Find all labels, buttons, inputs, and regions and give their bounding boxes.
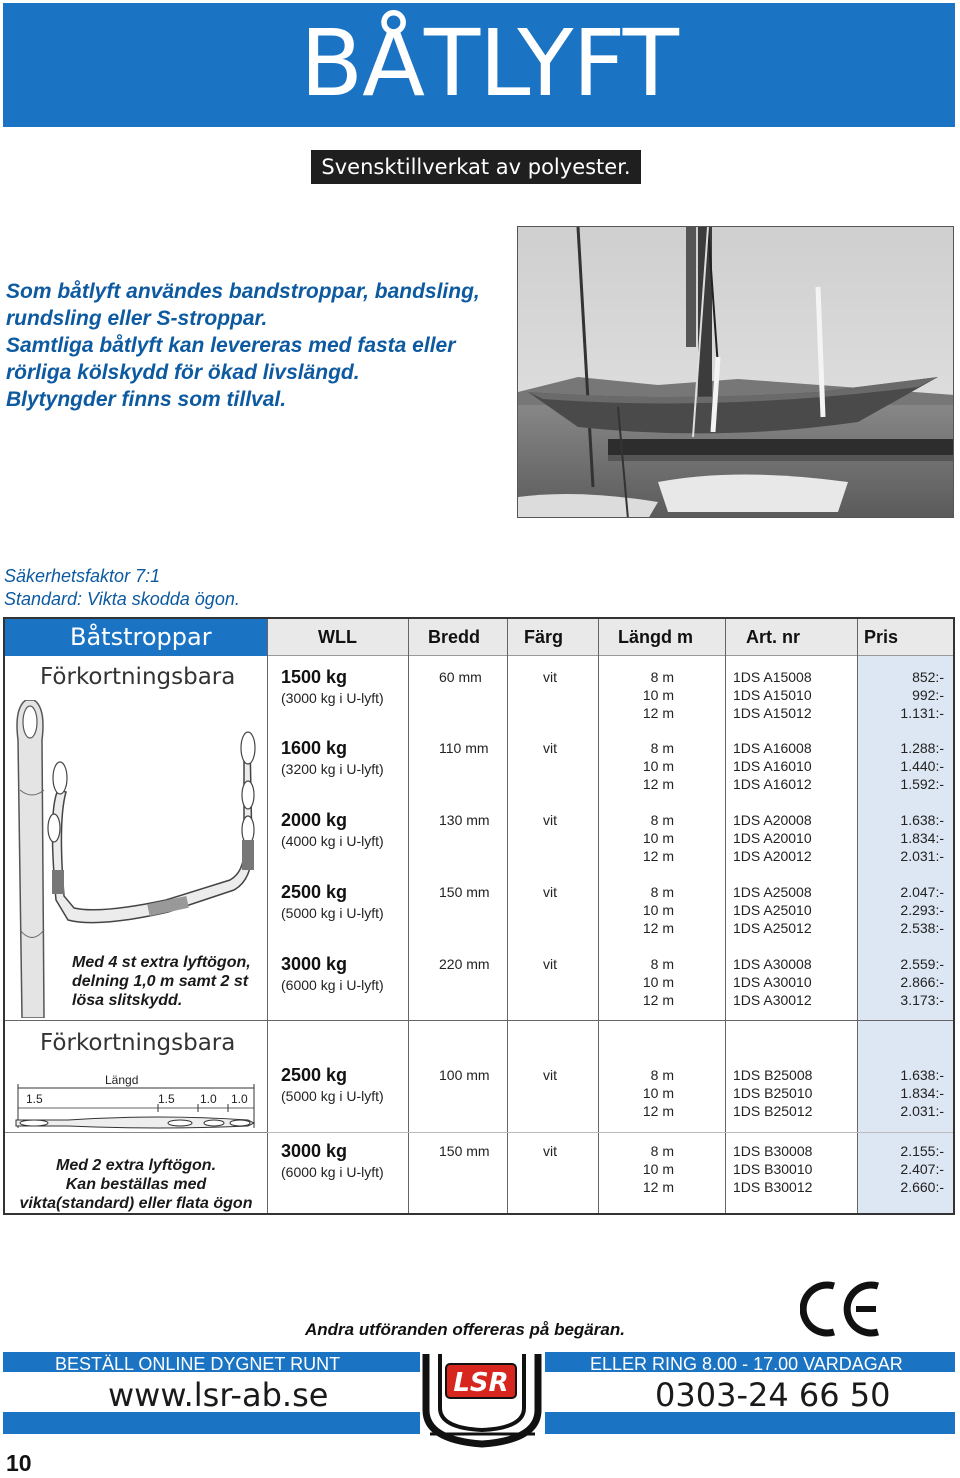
note-b <box>8 1156 264 1213</box>
wll-u-value: (6000 kg i U-lyft) <box>281 977 384 993</box>
price-value: 2.407:- <box>900 1161 944 1177</box>
wll-value: 2500 kg <box>281 1065 348 1085</box>
length-value: 12 m <box>642 1179 674 1195</box>
length-value: 8 m <box>650 956 674 972</box>
column-header-bredd: Bredd <box>428 627 481 647</box>
wll-value: 2000 kg <box>281 810 348 830</box>
article-number: 1DS A20012 <box>733 848 812 864</box>
wll-value: 1500 kg <box>281 667 348 687</box>
column-divider <box>507 619 508 1213</box>
price-value: 1.288:- <box>900 740 944 756</box>
diagram-dim: 1.0 <box>231 1092 248 1106</box>
intro-text <box>6 278 516 413</box>
article-number: 1DS A30010 <box>733 974 812 990</box>
color-value: vit <box>543 740 557 756</box>
diagram-divider <box>5 1132 267 1133</box>
length-value: 12 m <box>642 992 674 1008</box>
price-value: 1.638:- <box>900 812 944 828</box>
price-value: 2.047:- <box>900 884 944 900</box>
column-divider <box>725 619 726 1213</box>
column-divider <box>267 619 268 1213</box>
color-value: vit <box>543 669 557 685</box>
price-value: 1.131:- <box>900 705 944 721</box>
article-number: 1DS B25012 <box>733 1103 813 1119</box>
article-number: 1DS A15012 <box>733 705 812 721</box>
intro-line: rörliga kölskydd för ökad livslängd. <box>6 361 360 384</box>
length-value: 10 m <box>642 902 674 918</box>
order-online-text: BESTÄLL ONLINE DYGNET RUNT <box>55 1354 341 1374</box>
note-line: Med 4 st extra lyftögon, <box>72 954 251 971</box>
intro-line: Blytyngder finns som tillval. <box>6 388 287 411</box>
color-value: vit <box>543 884 557 900</box>
length-value: 10 m <box>642 1085 674 1101</box>
website-link[interactable]: www.lsr-ab.se <box>108 1376 329 1414</box>
length-value: 10 m <box>642 830 674 846</box>
length-value: 8 m <box>650 740 674 756</box>
color-value: vit <box>543 1067 557 1083</box>
article-number: 1DS A15010 <box>733 687 812 703</box>
category-title: Båtstroppar <box>70 623 212 651</box>
wll-u-value: (5000 kg i U-lyft) <box>281 905 384 921</box>
svg-text:LSR: LSR <box>453 1368 509 1398</box>
wll-value: 3000 kg <box>281 1141 348 1161</box>
wll-u-value: (4000 kg i U-lyft) <box>281 833 384 849</box>
wll-u-value: (6000 kg i U-lyft) <box>281 1164 384 1180</box>
length-value: 12 m <box>642 920 674 936</box>
article-number: 1DS A30012 <box>733 992 812 1008</box>
column-header-langd: Längd m <box>618 627 693 647</box>
article-number: 1DS B30008 <box>733 1143 813 1159</box>
intro-line: Samtliga båtlyft kan levereras med fasta eller <box>6 334 456 357</box>
extra-note: Andra utföranden offereras på begäran. <box>305 1320 625 1339</box>
article-number: 1DS B30010 <box>733 1161 813 1177</box>
diagram-label-langd: Längd <box>105 1073 139 1087</box>
price-value: 2.538:- <box>900 920 944 936</box>
price-value: 1.592:- <box>900 776 944 792</box>
page-title: BÅTLYFT <box>300 10 678 117</box>
length-value: 8 m <box>650 1067 674 1083</box>
note-line: Med 2 extra lyftögon. <box>55 1157 217 1174</box>
length-value: 10 m <box>642 1161 674 1177</box>
price-value: 1.834:- <box>900 1085 944 1101</box>
section-title-b: Förkortningsbara <box>40 1030 236 1056</box>
length-value: 8 m <box>650 812 674 828</box>
width-value: 220 mm <box>439 956 490 972</box>
price-value: 2.660:- <box>900 1179 944 1195</box>
column-divider <box>408 619 409 1213</box>
length-value: 12 m <box>642 848 674 864</box>
column-header-wll: WLL <box>318 627 357 647</box>
diagram-dim: 1.5 <box>26 1092 43 1106</box>
width-value: 100 mm <box>439 1067 490 1083</box>
price-value: 992:- <box>912 687 944 703</box>
phone-number[interactable]: 0303-24 66 50 <box>655 1376 891 1414</box>
length-value: 12 m <box>642 1103 674 1119</box>
page-number: 10 <box>6 1450 32 1476</box>
note-line: delning 1,0 m samt 2 st <box>72 973 249 990</box>
width-value: 130 mm <box>439 812 490 828</box>
wll-value: 3000 kg <box>281 954 348 974</box>
color-value: vit <box>543 812 557 828</box>
color-value: vit <box>543 956 557 972</box>
wll-u-value: (3000 kg i U-lyft) <box>281 690 384 706</box>
column-divider <box>598 619 599 1213</box>
price-value: 2.031:- <box>900 848 944 864</box>
boat-lift-photo <box>517 226 954 518</box>
article-number: 1DS A15008 <box>733 669 812 685</box>
wll-u-value: (3200 kg i U-lyft) <box>281 761 384 777</box>
width-value: 60 mm <box>439 669 482 685</box>
price-value: 2.866:- <box>900 974 944 990</box>
width-value: 150 mm <box>439 884 490 900</box>
safety-text <box>4 565 404 611</box>
wll-u-value: (5000 kg i U-lyft) <box>281 1088 384 1104</box>
article-number: 1DS B30012 <box>733 1179 813 1195</box>
length-value: 10 m <box>642 758 674 774</box>
note-line: vikta(standard) eller flata ögon <box>19 1195 253 1212</box>
article-number: 1DS A20010 <box>733 830 812 846</box>
price-value: 2.293:- <box>900 902 944 918</box>
intro-line: Som båtlyft användes bandstroppar, bandsling, <box>6 280 480 303</box>
call-hours-text: ELLER RING 8.00 - 17.00 VARDAGAR <box>590 1354 903 1374</box>
column-divider <box>857 619 858 1213</box>
intro-line: rundsling eller S-stroppar. <box>6 307 268 330</box>
lsr-logo <box>420 1350 545 1448</box>
wll-value: 2500 kg <box>281 882 348 902</box>
article-number: 1DS A16010 <box>733 758 812 774</box>
price-value: 852:- <box>912 669 944 685</box>
length-value: 8 m <box>650 1143 674 1159</box>
note-line: Kan beställas med <box>65 1176 207 1193</box>
article-number: 1DS A25010 <box>733 902 812 918</box>
length-value: 10 m <box>642 974 674 990</box>
wll-value: 1600 kg <box>281 738 348 758</box>
note-line: lösa slitskydd. <box>72 992 183 1009</box>
article-number: 1DS A30008 <box>733 956 812 972</box>
price-value: 3.173:- <box>900 992 944 1008</box>
article-number: 1DS A16012 <box>733 776 812 792</box>
length-value: 8 m <box>650 884 674 900</box>
article-number: 1DS A20008 <box>733 812 812 828</box>
price-value: 2.031:- <box>900 1103 944 1119</box>
ce-mark <box>800 1280 884 1343</box>
column-header-pris: Pris <box>864 627 899 647</box>
price-value: 1.440:- <box>900 758 944 774</box>
price-value: 2.155:- <box>900 1143 944 1159</box>
subtitle: Svensktillverkat av polyester. <box>311 150 641 184</box>
standard-note: Standard: Vikta skodda ögon. <box>4 589 240 609</box>
article-number: 1DS A25012 <box>733 920 812 936</box>
article-number: 1DS B25008 <box>733 1067 813 1083</box>
length-value: 8 m <box>650 669 674 685</box>
width-value: 110 mm <box>439 740 489 756</box>
diagram-dim: 1.5 <box>158 1092 175 1106</box>
article-number: 1DS A25008 <box>733 884 812 900</box>
length-value: 12 m <box>642 705 674 721</box>
price-value: 1.638:- <box>900 1067 944 1083</box>
section-title-a: Förkortningsbara <box>40 664 236 690</box>
width-value: 150 mm <box>439 1143 490 1159</box>
section-divider <box>5 1020 953 1021</box>
price-value: 2.559:- <box>900 956 944 972</box>
note-a <box>72 953 251 1010</box>
color-value: vit <box>543 1143 557 1159</box>
safety-factor: Säkerhetsfaktor 7:1 <box>4 566 161 586</box>
article-number: 1DS A16008 <box>733 740 812 756</box>
article-number: 1DS B25010 <box>733 1085 813 1101</box>
length-value: 10 m <box>642 687 674 703</box>
length-value: 12 m <box>642 776 674 792</box>
column-header-art: Art. nr <box>746 627 800 647</box>
price-value: 1.834:- <box>900 830 944 846</box>
row-divider <box>267 1132 953 1133</box>
diagram-dim: 1.0 <box>200 1092 217 1106</box>
column-header-farg: Färg <box>524 627 564 647</box>
